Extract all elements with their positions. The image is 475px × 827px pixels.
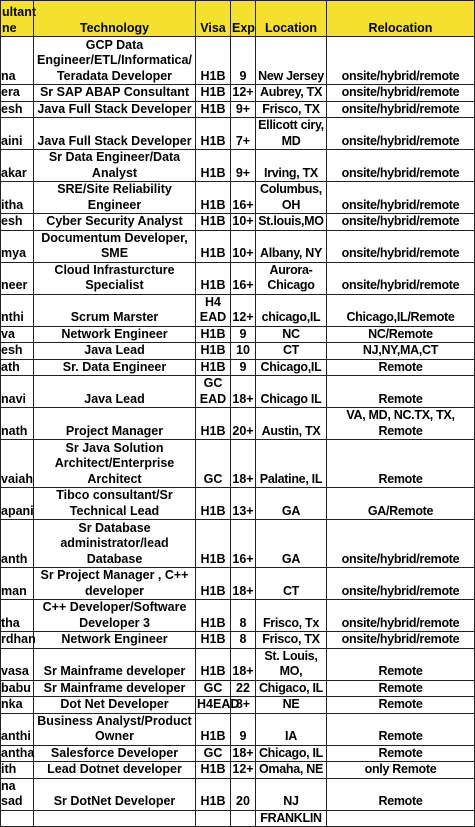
cell-location: St.louis,MO	[256, 214, 327, 231]
cell-location: Ellicott ciry, MD	[256, 118, 327, 150]
cell-visa: H1B	[196, 713, 231, 745]
table-row	[1, 118, 475, 150]
cell-technology: Sr SAP ABAP Consultant	[34, 85, 196, 102]
cell-exp: 12+	[232, 85, 254, 99]
cell-consultant-name: na sad	[1, 778, 34, 810]
cell-visa: H1B	[196, 488, 231, 520]
cell-relocation: onsite/hybrid/remote	[327, 600, 475, 632]
table-row	[1, 408, 475, 440]
cell-exp: 9	[231, 359, 256, 376]
cell-technology: SRE/Site Reliability Engineer	[34, 182, 196, 214]
cell-consultant-name: man	[1, 568, 34, 600]
cell-exp: 18+	[231, 648, 256, 680]
cell-relocation: onsite/hybrid/remote	[327, 101, 475, 118]
cell-exp: 18+	[231, 568, 256, 600]
cell-visa: H1B	[196, 85, 231, 102]
cell-exp: 12+	[231, 294, 256, 326]
cell-exp: 10+	[232, 214, 254, 228]
cell-exp: 16+	[231, 182, 256, 214]
table-row	[1, 680, 475, 697]
table-row	[1, 713, 475, 745]
cell-relocation: VA, MD, NC.TX, TX, Remote	[327, 408, 475, 440]
cell-technology	[34, 810, 196, 827]
cell-visa: H1B	[196, 101, 231, 118]
cell-exp: 9	[231, 37, 256, 85]
cell-technology: Salesforce Developer	[34, 745, 196, 762]
cell-location: GA	[256, 488, 327, 520]
cell-exp: 9+	[231, 101, 256, 118]
cell-consultant-name: akar	[1, 150, 34, 182]
cell-consultant-name: tha	[1, 600, 34, 632]
cell-relocation: onsite/hybrid/remote	[327, 118, 475, 150]
cell-exp: 7+	[231, 118, 256, 150]
table-row	[1, 343, 475, 360]
cell-location: NC	[256, 326, 327, 343]
cell-relocation: Remote	[327, 745, 475, 762]
header-consultant-name: ultant ne	[1, 1, 34, 37]
table-row	[1, 37, 475, 85]
cell-location: Frisco, TX	[256, 632, 327, 649]
cell-technology: Network Engineer	[34, 326, 196, 343]
cell-technology: Scrum Marster	[34, 294, 196, 326]
cell-relocation: onsite/hybrid/remote	[327, 214, 475, 231]
cell-relocation: Remote	[327, 680, 475, 697]
cell-technology: Java Full Stack Developer	[34, 101, 196, 118]
table-row	[1, 648, 475, 680]
table-row	[1, 101, 475, 118]
cell-exp: 10	[231, 343, 256, 360]
cell-location: St. Louis, MO,	[256, 648, 327, 680]
cell-exp: 13+	[231, 488, 256, 520]
cell-exp: 22	[231, 680, 256, 697]
cell-relocation: onsite/hybrid/remote	[327, 230, 475, 262]
cell-visa: GC	[196, 745, 231, 762]
cell-consultant-name: itha	[1, 182, 34, 214]
cell-technology: Lead Dotnet developer	[34, 762, 196, 779]
cell-consultant-name: vaiah	[1, 440, 34, 488]
cell-visa: H1B	[196, 343, 231, 360]
cell-visa: H1B	[196, 262, 231, 294]
cell-exp: 9	[231, 713, 256, 745]
cell-consultant-name: anth	[1, 520, 34, 568]
table-row	[1, 182, 475, 214]
table-row	[1, 326, 475, 343]
cell-exp: 18+	[232, 745, 254, 760]
header-row	[1, 1, 475, 37]
cell-visa: H1B	[196, 762, 231, 779]
header-location: Location	[256, 1, 327, 37]
cell-exp: 18+	[231, 440, 256, 488]
cell-visa: H1B	[196, 326, 231, 343]
cell-technology: Java Full Stack Developer	[34, 118, 196, 150]
cell-consultant-name: esh	[1, 343, 34, 360]
cell-relocation: Remote	[327, 697, 475, 714]
cell-location: CT	[256, 343, 327, 360]
cell-visa	[196, 810, 231, 827]
cell-technology: Sr. Data Engineer	[34, 359, 196, 376]
cell-exp: 9	[231, 326, 256, 343]
table-row	[1, 568, 475, 600]
cell-relocation: Remote	[327, 648, 475, 680]
cell-visa: GC EAD	[196, 376, 231, 408]
cell-technology: Cloud Infrasturcture Specialist	[34, 262, 196, 294]
cell-relocation: onsite/hybrid/remote	[327, 568, 475, 600]
cell-location: NJ	[256, 778, 327, 810]
cell-relocation: onsite/hybrid/remote	[327, 150, 475, 182]
cell-relocation: onsite/hybrid/remote	[327, 520, 475, 568]
cell-relocation: Remote	[327, 778, 475, 810]
cell-visa: H1B	[196, 118, 231, 150]
cell-consultant-name: mya	[1, 230, 34, 262]
cell-consultant-name	[1, 810, 34, 827]
cell-relocation: onsite/hybrid/remote	[327, 632, 475, 649]
cell-location: Chicago,IL	[256, 359, 327, 376]
cell-relocation: NC/Remote	[327, 326, 475, 343]
cell-exp: 9+	[231, 150, 256, 182]
cell-location: Aurora-Chicago	[256, 262, 327, 294]
cell-location: Columbus, OH	[256, 182, 327, 214]
cell-technology: Project Manager	[34, 408, 196, 440]
table-row	[1, 810, 475, 827]
header-relocation: Relocation	[327, 1, 475, 37]
cell-relocation: Remote	[327, 376, 475, 408]
cell-relocation: Chicago,IL/Remote	[327, 294, 475, 326]
cell-exp: 16+	[231, 262, 256, 294]
cell-relocation: onsite/hybrid/remote	[327, 182, 475, 214]
table-row	[1, 262, 475, 294]
cell-consultant-name: nka	[1, 697, 34, 714]
cell-location: Aubrey, TX	[256, 85, 327, 102]
cell-relocation: onsite/hybrid/remote	[327, 262, 475, 294]
cell-consultant-name: ith	[1, 762, 34, 779]
cell-visa: H1B	[196, 520, 231, 568]
cell-visa: H1B	[196, 230, 231, 262]
cell-consultant-name: antha	[1, 745, 35, 760]
cell-consultant-name: era	[1, 85, 34, 102]
table-row	[1, 294, 475, 326]
cell-exp	[231, 810, 256, 827]
cell-technology: Sr Database administrator/lead Database	[34, 520, 196, 568]
header-visa: Visa	[196, 1, 231, 37]
cell-technology: Sr Java Solution Architect/Enterprise Architect	[34, 440, 196, 488]
table-row	[1, 150, 475, 182]
cell-consultant-name: nthi	[1, 294, 34, 326]
cell-exp: 8	[231, 632, 256, 649]
cell-technology: Documentum Developer, SME	[34, 230, 196, 262]
header-exp: Exp	[231, 1, 256, 37]
cell-location: Chigaco, IL	[256, 680, 327, 697]
cell-relocation: onsite/hybrid/remote	[327, 85, 475, 102]
cell-technology: Tibco consultant/Sr Technical Lead	[34, 488, 196, 520]
cell-technology: Network Engineer	[34, 632, 196, 649]
cell-visa: H1B	[196, 359, 231, 376]
cell-visa: GC	[196, 680, 231, 697]
cell-location: Chicago, IL	[256, 745, 327, 762]
cell-visa: H1B	[196, 778, 231, 810]
cell-location: Albany, NY	[256, 230, 327, 262]
cell-location: Irving, TX	[256, 150, 327, 182]
cell-visa: H4EAD	[197, 697, 240, 711]
cell-visa: H1B	[196, 150, 231, 182]
cell-consultant-name: neer	[1, 262, 34, 294]
table-row	[1, 778, 475, 810]
table-row	[1, 85, 475, 102]
cell-visa: H1B	[196, 648, 231, 680]
table-row	[1, 632, 475, 649]
cell-location: Palatine, IL	[256, 440, 327, 488]
cell-consultant-name: esh	[1, 101, 34, 118]
table-row	[1, 745, 475, 762]
cell-location: Chicago IL	[256, 376, 327, 408]
cell-location: CT	[256, 568, 327, 600]
cell-consultant-name: navi	[1, 376, 34, 408]
cell-relocation: GA/Remote	[327, 488, 475, 520]
cell-visa: H1B	[196, 37, 231, 85]
cell-location: Austin, TX	[256, 408, 327, 440]
cell-technology: GCP Data Engineer/ETL/Informatica/ Teradata Developer	[34, 37, 196, 85]
cell-consultant-name: rdhan	[1, 632, 36, 646]
cell-technology: Sr Data Engineer/Data Analyst	[34, 150, 196, 182]
cell-visa: H1B	[196, 408, 231, 440]
cell-technology: Sr Mainframe developer	[34, 648, 196, 680]
cell-exp: 20+	[231, 408, 256, 440]
cell-consultant-name: aini	[1, 118, 34, 150]
cell-visa: H1B	[196, 182, 231, 214]
table-body	[1, 37, 475, 827]
table-row	[1, 376, 475, 408]
cell-location: NE	[256, 697, 327, 714]
table-row	[1, 600, 475, 632]
cell-technology: C++ Developer/Software Developer 3	[34, 600, 196, 632]
cell-relocation: Remote	[327, 713, 475, 745]
cell-relocation: NJ,NY,MA,CT	[327, 343, 475, 360]
cell-technology: Dot Net Developer	[34, 697, 196, 714]
cell-location: IA	[256, 713, 327, 745]
cell-consultant-name: vasa	[1, 648, 34, 680]
cell-location: New Jersey	[256, 37, 327, 85]
cell-consultant-name: babu	[1, 680, 34, 697]
cell-technology: Sr Mainframe developer	[34, 680, 196, 697]
cell-visa: H1B	[196, 632, 231, 649]
cell-consultant-name: va	[1, 326, 34, 343]
table-row	[1, 214, 475, 231]
cell-relocation: Remote	[327, 440, 475, 488]
cell-consultant-name: esh	[1, 214, 34, 231]
table-row	[1, 697, 475, 714]
cell-relocation: only Remote	[327, 762, 475, 779]
table-row	[1, 520, 475, 568]
table-row	[1, 488, 475, 520]
cell-technology: Sr Project Manager , C++ developer	[34, 568, 196, 600]
cell-exp: 16+	[231, 520, 256, 568]
cell-consultant-name: apani	[1, 488, 34, 520]
cell-exp: 20	[231, 778, 256, 810]
cell-exp: 8	[231, 600, 256, 632]
cell-location: GA	[256, 520, 327, 568]
cell-technology: Cyber Security Analyst	[34, 214, 196, 231]
cell-relocation: Remote	[327, 359, 475, 376]
cell-consultant-name: anthi	[1, 713, 34, 745]
cell-location: Frisco, TX	[256, 101, 327, 118]
cell-exp: 12+	[232, 762, 254, 776]
cell-exp: 18+	[231, 376, 256, 408]
cell-technology: Java Lead	[34, 376, 196, 408]
cell-relocation	[327, 810, 475, 827]
cell-visa: H1B	[196, 568, 231, 600]
cell-technology: Business Analyst/Product Owner	[34, 713, 196, 745]
cell-exp: 10+	[231, 230, 256, 262]
cell-consultant-name: nath	[1, 408, 34, 440]
table-row	[1, 762, 475, 779]
table-row	[1, 440, 475, 488]
cell-exp: 8+	[231, 697, 256, 714]
cell-location: FRANKLIN	[256, 810, 327, 827]
cell-consultant-name: na	[1, 37, 34, 85]
cell-visa: GC	[196, 440, 231, 488]
table-row	[1, 359, 475, 376]
cell-location: Frisco, Tx	[256, 600, 327, 632]
cell-relocation: onsite/hybrid/remote	[327, 37, 475, 85]
cell-consultant-name: ath	[1, 359, 34, 376]
cell-location: Omaha, NE	[256, 762, 327, 779]
cell-technology: Sr DotNet Developer	[34, 778, 196, 810]
cell-visa: H4 EAD	[196, 294, 231, 326]
header-technology: Technology	[34, 1, 196, 37]
table-row	[1, 230, 475, 262]
cell-visa: H1B	[196, 600, 231, 632]
cell-technology: Java Lead	[34, 343, 196, 360]
cell-visa: H1B	[196, 214, 231, 231]
cell-location: chicago,IL	[256, 294, 327, 326]
